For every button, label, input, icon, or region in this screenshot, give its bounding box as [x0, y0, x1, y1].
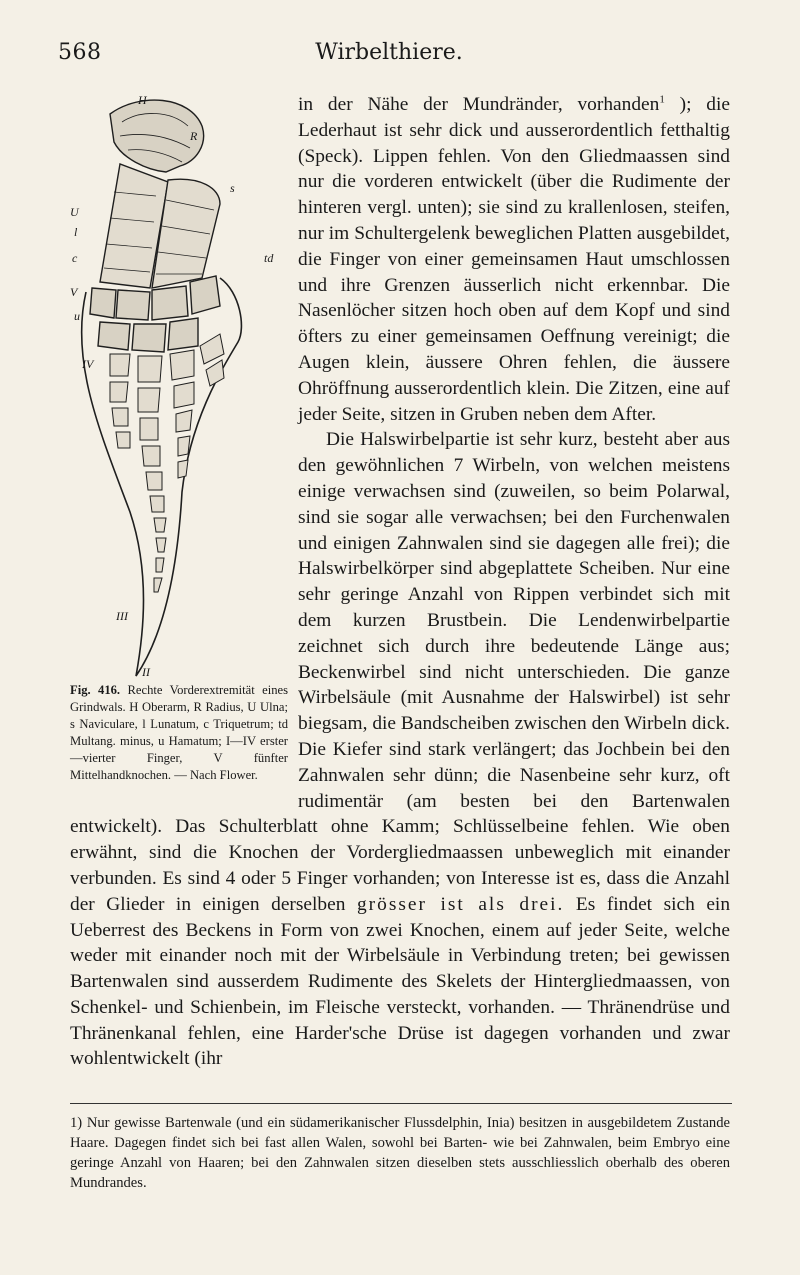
figure-caption [70, 682, 288, 784]
label-c: c [72, 251, 78, 265]
running-head [58, 40, 760, 80]
footnote-text: Nur gewisse Bartenwale (und ein südamerikanischer Flussdelphin, Inia) besitzen in ausgebildetem Zustande Haare. Dagegen findet sich bei fast allen Walen, sowohl bei Barten- wie bei Zahnwalen, beim Embryo eine geringe Anzahl von Haaren; bei den Zahnwalen sitzen dieselben stets ausschliesslich oberhalb des oberen Mundrandes. [70, 1115, 730, 1191]
label-V: V [70, 285, 78, 299]
page-number: 568 [58, 40, 102, 65]
label-IV: IV [82, 357, 94, 371]
figure-416 [70, 92, 288, 786]
footnote-reference[interactable]: 1 [659, 93, 665, 106]
label-II: II [142, 665, 150, 679]
figure-caption-text: Rechte Vorderextremität eines Grindwals. H Oberarm, R Radius, U Ulna; s Naviculare, l Lunatum, c Triquetrum; td Multang. minus, u Hamatum; I—IV erster—vierter Finger, V fünfter Mittelhandknochen. — Nach Flower. [70, 683, 288, 782]
body-text [70, 92, 730, 1072]
label-td: td [264, 251, 274, 265]
label-H: H [138, 93, 147, 107]
paragraph-2-end: Es findet sich ein Ueberrest des Beckens in Form von zwei Knochen, einem auf jeder Seite, welche weder mit einander noch mit der Wirbelsäule in Verbindung treten; bei gewissen Bartenwalen sind ausserdem Rudimente des Skelets der Hintergliedmaassen, von Schenkel- und Schienbein, im Fleische versteckt, vorhanden. — Thränendrüse und Thränenkanal fehlen, eine Harder'sche Drüse ist dagegen vorhanden und zwar wohlentwickelt (ihr [70, 893, 731, 1070]
label-l: l [74, 225, 78, 239]
paragraph-2-start: Die Halswirbelpartie ist sehr kurz, besteht aber aus den gewöhnlichen 7 Wirbeln, von welchen meistens einige verwachsen sind (zuweilen, so beim Polarwal, sind sie sogar alle verwachsen; bei den Furchenwalen und einigen Zahnwalen sind sie dagegen alle frei); die Halswirbelkörper sind abgeplattete Scheiben. Nur eine sehr geringe Anzahl von Rippen verbindet sich mit dem kurzen Brustbein. Die Lendenwirbelpartie zeichnet sich durch ihre bedeutende Länge aus; Beckenwirbel sind nicht unterschieden. Die ganze Wirbelsäule (mit Ausnahme der Halswirbel) ist sehr biegsam, die Bandscheiben zwischen den Wirbeln dick. Die Kiefer sind stark verlängert; das Jochbein bei den Zahnwalen sehr dünn; die Nasenbeine sehr kurz, oft rudimentär (am besten bei den Bartenwalen entwickelt). Das Schulterblatt ohne Kamm; Schlüsselbeine fehlen. Wie oben erwähnt, sind die Knochen der Vordergliedmaassen unbeweglich mit einander verbunden. Es sind 4 oder 5 Finger vorhanden; von Interesse ist es, dass die Anzahl der Glieder in einigen derselben [70, 429, 730, 915]
footnote [70, 1113, 730, 1193]
footnote-divider [70, 1103, 732, 1104]
figure-caption-label: Fig. 416. [70, 683, 121, 697]
footnote-number: 1) [70, 1115, 83, 1131]
label-u: u [74, 309, 80, 323]
paragraph-2-emphasis: grösser ist als drei. [356, 893, 565, 915]
paragraph-1-end: ); die Lederhaut ist sehr dick und ausserordentlich fetthaltig (Speck). Lippen fehlen. Von den Gliedmaassen sind nur die vorderen entwickelt (über die Rudimente der hinteren vergl. unten); sie sind zu krallenlosen, steifen, nur im Schultergelenk beweglichen Platten ausgebildet, die Finger von einer gemeinsamen Haut umschlossen und ihre Grenzen äusserlich nicht erkennbar. Die Nasenlöcher sitzen hoch oben auf dem Kopf und sind öfters zu einer gemeinsamen Oeffnung vereinigt; die Augen klein, äussere Ohren fehlen, die äussere Ohröffnung ausserordentlich klein. Die Zitzen, eine auf jeder Seite, sitzen in Gruben neben dem After. [298, 94, 730, 425]
flipper-skeleton-illustration [70, 92, 288, 684]
label-s: s [230, 181, 235, 195]
paragraph-1-start: in der Nähe der Mundränder, vorhanden [298, 94, 660, 115]
label-U: U [70, 205, 79, 219]
label-III: III [116, 609, 128, 623]
running-title: Wirbelthiere. [315, 40, 463, 65]
label-R: R [190, 129, 198, 143]
